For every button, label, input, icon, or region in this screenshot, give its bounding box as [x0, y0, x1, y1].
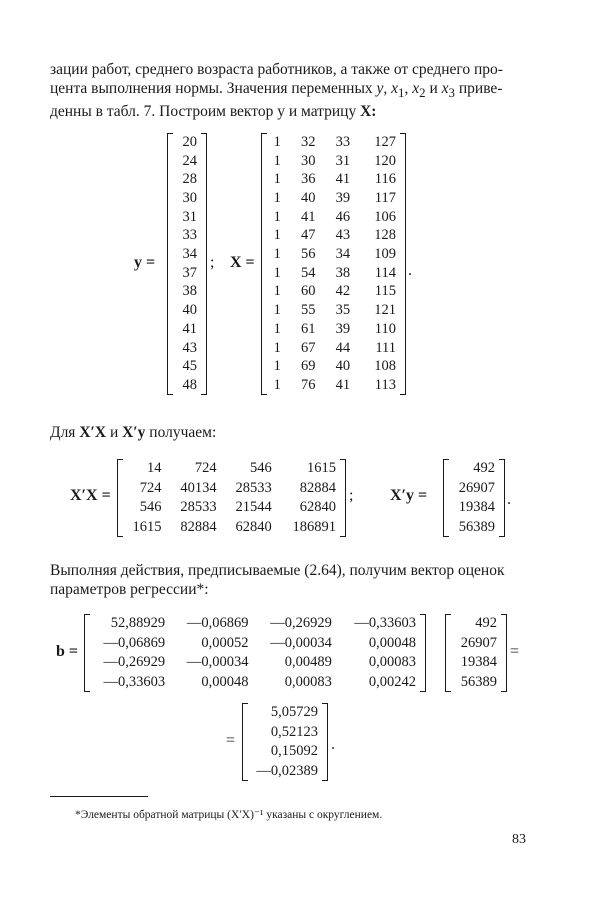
- matrix-cell: 186891: [292, 518, 336, 535]
- matrix-cell: 109: [374, 246, 396, 263]
- matrix-cell: 1: [273, 246, 281, 263]
- matrix-cell: 14: [147, 460, 162, 477]
- matrix-cell: 724: [139, 479, 162, 496]
- matrix-row: [242, 723, 324, 743]
- matrix-row: [443, 479, 501, 499]
- matrix-row: [167, 170, 203, 189]
- matrix-row: [167, 133, 203, 152]
- matrix-row: [445, 634, 503, 654]
- X-label: X =: [230, 254, 255, 271]
- matrix-row: [445, 653, 503, 673]
- matrix-row: [261, 283, 402, 302]
- matrix-cell: 38: [335, 264, 351, 281]
- matrix-cell: 0,52123: [270, 723, 318, 740]
- matrix-cell: 114: [374, 264, 396, 281]
- matrix-cell: 1: [273, 189, 281, 206]
- matrix-row: [242, 762, 324, 782]
- matrix-cell: 82884: [180, 518, 217, 535]
- matrix-cell: 56389: [460, 673, 497, 690]
- matrix-cell: 26907: [460, 634, 497, 651]
- matrix-cell: 62840: [235, 518, 272, 535]
- intro-line-3: денны в табл. 7. Построим вектор у и матрицу X:: [50, 103, 377, 121]
- matrix-row: [261, 357, 402, 376]
- matrix-row: [242, 742, 324, 762]
- b-label: b =: [56, 643, 79, 660]
- matrix-XtX-inverse: [84, 614, 426, 692]
- matrix-row: [445, 614, 503, 634]
- matrix-row: [443, 498, 501, 518]
- matrix-cell: 48: [182, 377, 197, 394]
- matrix-cell: 56: [301, 246, 316, 263]
- matrix-cell: 117: [374, 189, 396, 206]
- matrix-cell: 26907: [458, 479, 495, 496]
- XtX-label: X′X =: [70, 487, 111, 504]
- matrix-cell: 1: [273, 208, 281, 225]
- matrix-cell: 44: [335, 339, 351, 356]
- matrix-row: [167, 227, 203, 246]
- matrix-row: [84, 673, 422, 693]
- matrix-row: [261, 376, 402, 395]
- matrix-row: [167, 339, 203, 358]
- matrix-cell: 31: [335, 152, 351, 169]
- matrix-row: [117, 479, 342, 499]
- matrix-cell: —0,33603: [103, 673, 166, 690]
- matrix-cell: 1: [273, 133, 281, 150]
- matrix-cell: 0,15092: [270, 743, 318, 760]
- matrix-cell: 0,00048: [201, 673, 249, 690]
- matrix-XtX: [117, 459, 346, 537]
- matrix-cell: 31: [182, 208, 197, 225]
- mid-line: Для X′X и X′y получаем:: [50, 424, 217, 441]
- matrix-cell: 1: [273, 377, 281, 394]
- matrix-row: [443, 459, 501, 479]
- footnote: *Элементы обратной матрицы (X′X)⁻¹ указаны с округлением.: [75, 809, 383, 821]
- matrix-cell: 1: [273, 302, 281, 319]
- matrix-cell: 0,00048: [368, 634, 416, 651]
- matrix-cell: —0,06869: [186, 615, 249, 632]
- matrix-cell: 76: [301, 377, 316, 394]
- matrix-cell: 41: [335, 377, 351, 394]
- eq2-separator: ;: [349, 487, 354, 504]
- matrix-cell: 46: [335, 208, 351, 225]
- matrix-row: [261, 189, 402, 208]
- matrix-cell: 0,00083: [284, 673, 332, 690]
- matrix-cell: 106: [374, 208, 396, 225]
- matrix-row: [167, 189, 203, 208]
- matrix-cell: 113: [374, 377, 396, 394]
- matrix-cell: 127: [374, 133, 396, 150]
- matrix-cell: 39: [335, 320, 351, 337]
- matrix-row: [167, 376, 203, 395]
- matrix-cell: 0,00489: [284, 654, 332, 671]
- matrix-row: [117, 498, 342, 518]
- matrix-row: [261, 208, 402, 227]
- matrix-cell: 61: [301, 320, 316, 337]
- matrix-cell: 115: [374, 283, 396, 300]
- intro-paragraph: [50, 60, 532, 121]
- matrix-cell: 546: [249, 460, 272, 477]
- matrix-cell: 21544: [235, 499, 272, 516]
- vector-Xty-repeat: [445, 614, 507, 692]
- matrix-cell: 116: [374, 171, 396, 188]
- matrix-cell: 1: [273, 339, 281, 356]
- matrix-cell: 24: [182, 152, 197, 169]
- matrix-cell: 40: [301, 189, 316, 206]
- matrix-row: [445, 673, 503, 693]
- matrix-cell: 19384: [460, 654, 497, 671]
- eq2-end: .: [507, 491, 511, 508]
- matrix-cell: 33: [335, 133, 351, 150]
- matrix-cell: 492: [475, 615, 497, 632]
- matrix-cell: 52,88929: [110, 615, 166, 632]
- matrix-row: [117, 459, 342, 479]
- matrix-cell: 1: [273, 227, 281, 244]
- matrix-row: [261, 133, 402, 152]
- matrix-cell: 34: [335, 246, 351, 263]
- matrix-cell: 54: [301, 264, 316, 281]
- matrix-cell: 43: [335, 227, 351, 244]
- matrix-row: [167, 264, 203, 283]
- matrix-row: [261, 264, 402, 283]
- matrix-cell: 546: [139, 499, 162, 516]
- matrix-cell: 40134: [180, 479, 217, 496]
- matrix-cell: —0,26929: [103, 654, 166, 671]
- page-number: 83: [512, 832, 526, 847]
- matrix-cell: 60: [301, 283, 316, 300]
- matrix-cell: 20: [182, 133, 197, 150]
- matrix-cell: 56389: [458, 518, 495, 535]
- matrix-cell: 1: [273, 152, 281, 169]
- matrix-cell: 67: [301, 339, 316, 356]
- matrix-cell: 82884: [299, 479, 336, 496]
- matrix-cell: 55: [301, 302, 316, 319]
- intro-line-1: зации работ, среднего возраста работников, а также от среднего про-: [50, 61, 503, 78]
- matrix-cell: 38: [182, 283, 197, 300]
- matrix-row: [167, 301, 203, 320]
- matrix-cell: 492: [473, 460, 495, 477]
- matrix-cell: 121: [374, 302, 396, 319]
- matrix-row: [84, 614, 422, 634]
- var-y: y: [376, 80, 384, 97]
- matrix-cell: 41: [335, 171, 351, 188]
- matrix-cell: 724: [194, 460, 217, 477]
- y-label: y =: [134, 254, 156, 271]
- matrix-cell: 33: [182, 227, 197, 244]
- matrix-row: [261, 152, 402, 171]
- matrix-cell: —0,06869: [103, 634, 166, 651]
- eq3-equals: =: [510, 643, 520, 660]
- matrix-cell: —0,00034: [186, 654, 249, 671]
- matrix-cell: 1: [273, 171, 281, 188]
- intro-line-2: цента выполнения нормы. Значения переменных y, $x_1$, $x_2$ и $x_3$ приве-: [50, 80, 503, 101]
- matrix-cell: 1: [273, 320, 281, 337]
- matrix-row: [84, 634, 422, 654]
- matrix-cell: 62840: [299, 499, 336, 516]
- matrix-cell: 32: [301, 133, 316, 150]
- matrix-cell: 41: [301, 208, 316, 225]
- matrix-cell: 47: [301, 227, 316, 244]
- matrix-row: [443, 518, 501, 538]
- matrix-cell: 1615: [132, 518, 162, 535]
- eq1-end: .: [408, 262, 412, 279]
- matrix-cell: 39: [335, 189, 351, 206]
- matrix-cell: 43: [182, 339, 197, 356]
- matrix-row: [167, 245, 203, 264]
- matrix-cell: 36: [301, 171, 316, 188]
- matrix-cell: —0,00034: [270, 634, 332, 651]
- matrix-cell: 111: [375, 339, 396, 356]
- matrix-cell: 5,05729: [270, 704, 318, 721]
- vector-y: [167, 133, 207, 395]
- matrix-cell: 34: [182, 246, 197, 263]
- matrix-X: [261, 133, 406, 395]
- Xty-label: X′y =: [390, 487, 428, 504]
- vector-Xty: [443, 459, 505, 537]
- matrix-row: [261, 301, 402, 320]
- matrix-cell: 42: [335, 283, 351, 300]
- matrix-cell: 120: [374, 152, 396, 169]
- matrix-cell: 108: [374, 358, 396, 375]
- matrix-cell: 0,00052: [201, 634, 249, 651]
- matrix-row: [167, 152, 203, 171]
- matrix-cell: 1615: [307, 460, 336, 477]
- vector-b-estimates: [242, 703, 328, 781]
- matrix-cell: 69: [301, 358, 316, 375]
- matrix-row: [261, 227, 402, 246]
- matrix-row: [167, 283, 203, 302]
- matrix-cell: 28: [182, 171, 197, 188]
- matrix-cell: —0,26929: [270, 615, 332, 632]
- matrix-cell: 0,00083: [368, 654, 416, 671]
- matrix-cell: 28533: [235, 479, 272, 496]
- matrix-row: [167, 357, 203, 376]
- matrix-row: [84, 653, 422, 673]
- matrix-cell: 35: [335, 302, 351, 319]
- matrix-cell: 110: [374, 320, 396, 337]
- matrix-cell: 19384: [458, 499, 495, 516]
- matrix-cell: —0,02389: [256, 762, 318, 779]
- matrix-cell: 40: [182, 302, 197, 319]
- matrix-cell: 40: [335, 358, 351, 375]
- matrix-cell: 45: [182, 358, 197, 375]
- matrix-row: [261, 245, 402, 264]
- matrix-row: [167, 320, 203, 339]
- matrix-cell: 30: [182, 189, 197, 206]
- matrix-row: [167, 208, 203, 227]
- eq3-end: .: [331, 736, 335, 753]
- matrix-row: [261, 320, 402, 339]
- matrix-cell: 1: [273, 283, 281, 300]
- matrix-row: [242, 703, 324, 723]
- matrix-cell: 1: [273, 264, 281, 281]
- matrix-cell: —0,33603: [354, 615, 416, 632]
- matrix-row: [117, 518, 342, 538]
- matrix-cell: 1: [273, 358, 281, 375]
- matrix-cell: 0,00242: [368, 673, 416, 690]
- matrix-cell: 28533: [180, 499, 217, 516]
- matrix-cell: 37: [182, 264, 197, 281]
- matrix-row: [261, 170, 402, 189]
- eq3-equals-2: =: [226, 732, 236, 749]
- paragraph-2: Выполняя действия, предписываемые (2.64), получим вектор оценок параметров регрессии*:: [50, 562, 505, 598]
- matrix-cell: 30: [301, 152, 316, 169]
- matrix-row: [261, 339, 402, 358]
- matrix-cell: 128: [374, 227, 396, 244]
- eq1-separator: ;: [210, 254, 215, 271]
- footnote-rule: [50, 796, 148, 797]
- matrix-cell: 41: [182, 320, 197, 337]
